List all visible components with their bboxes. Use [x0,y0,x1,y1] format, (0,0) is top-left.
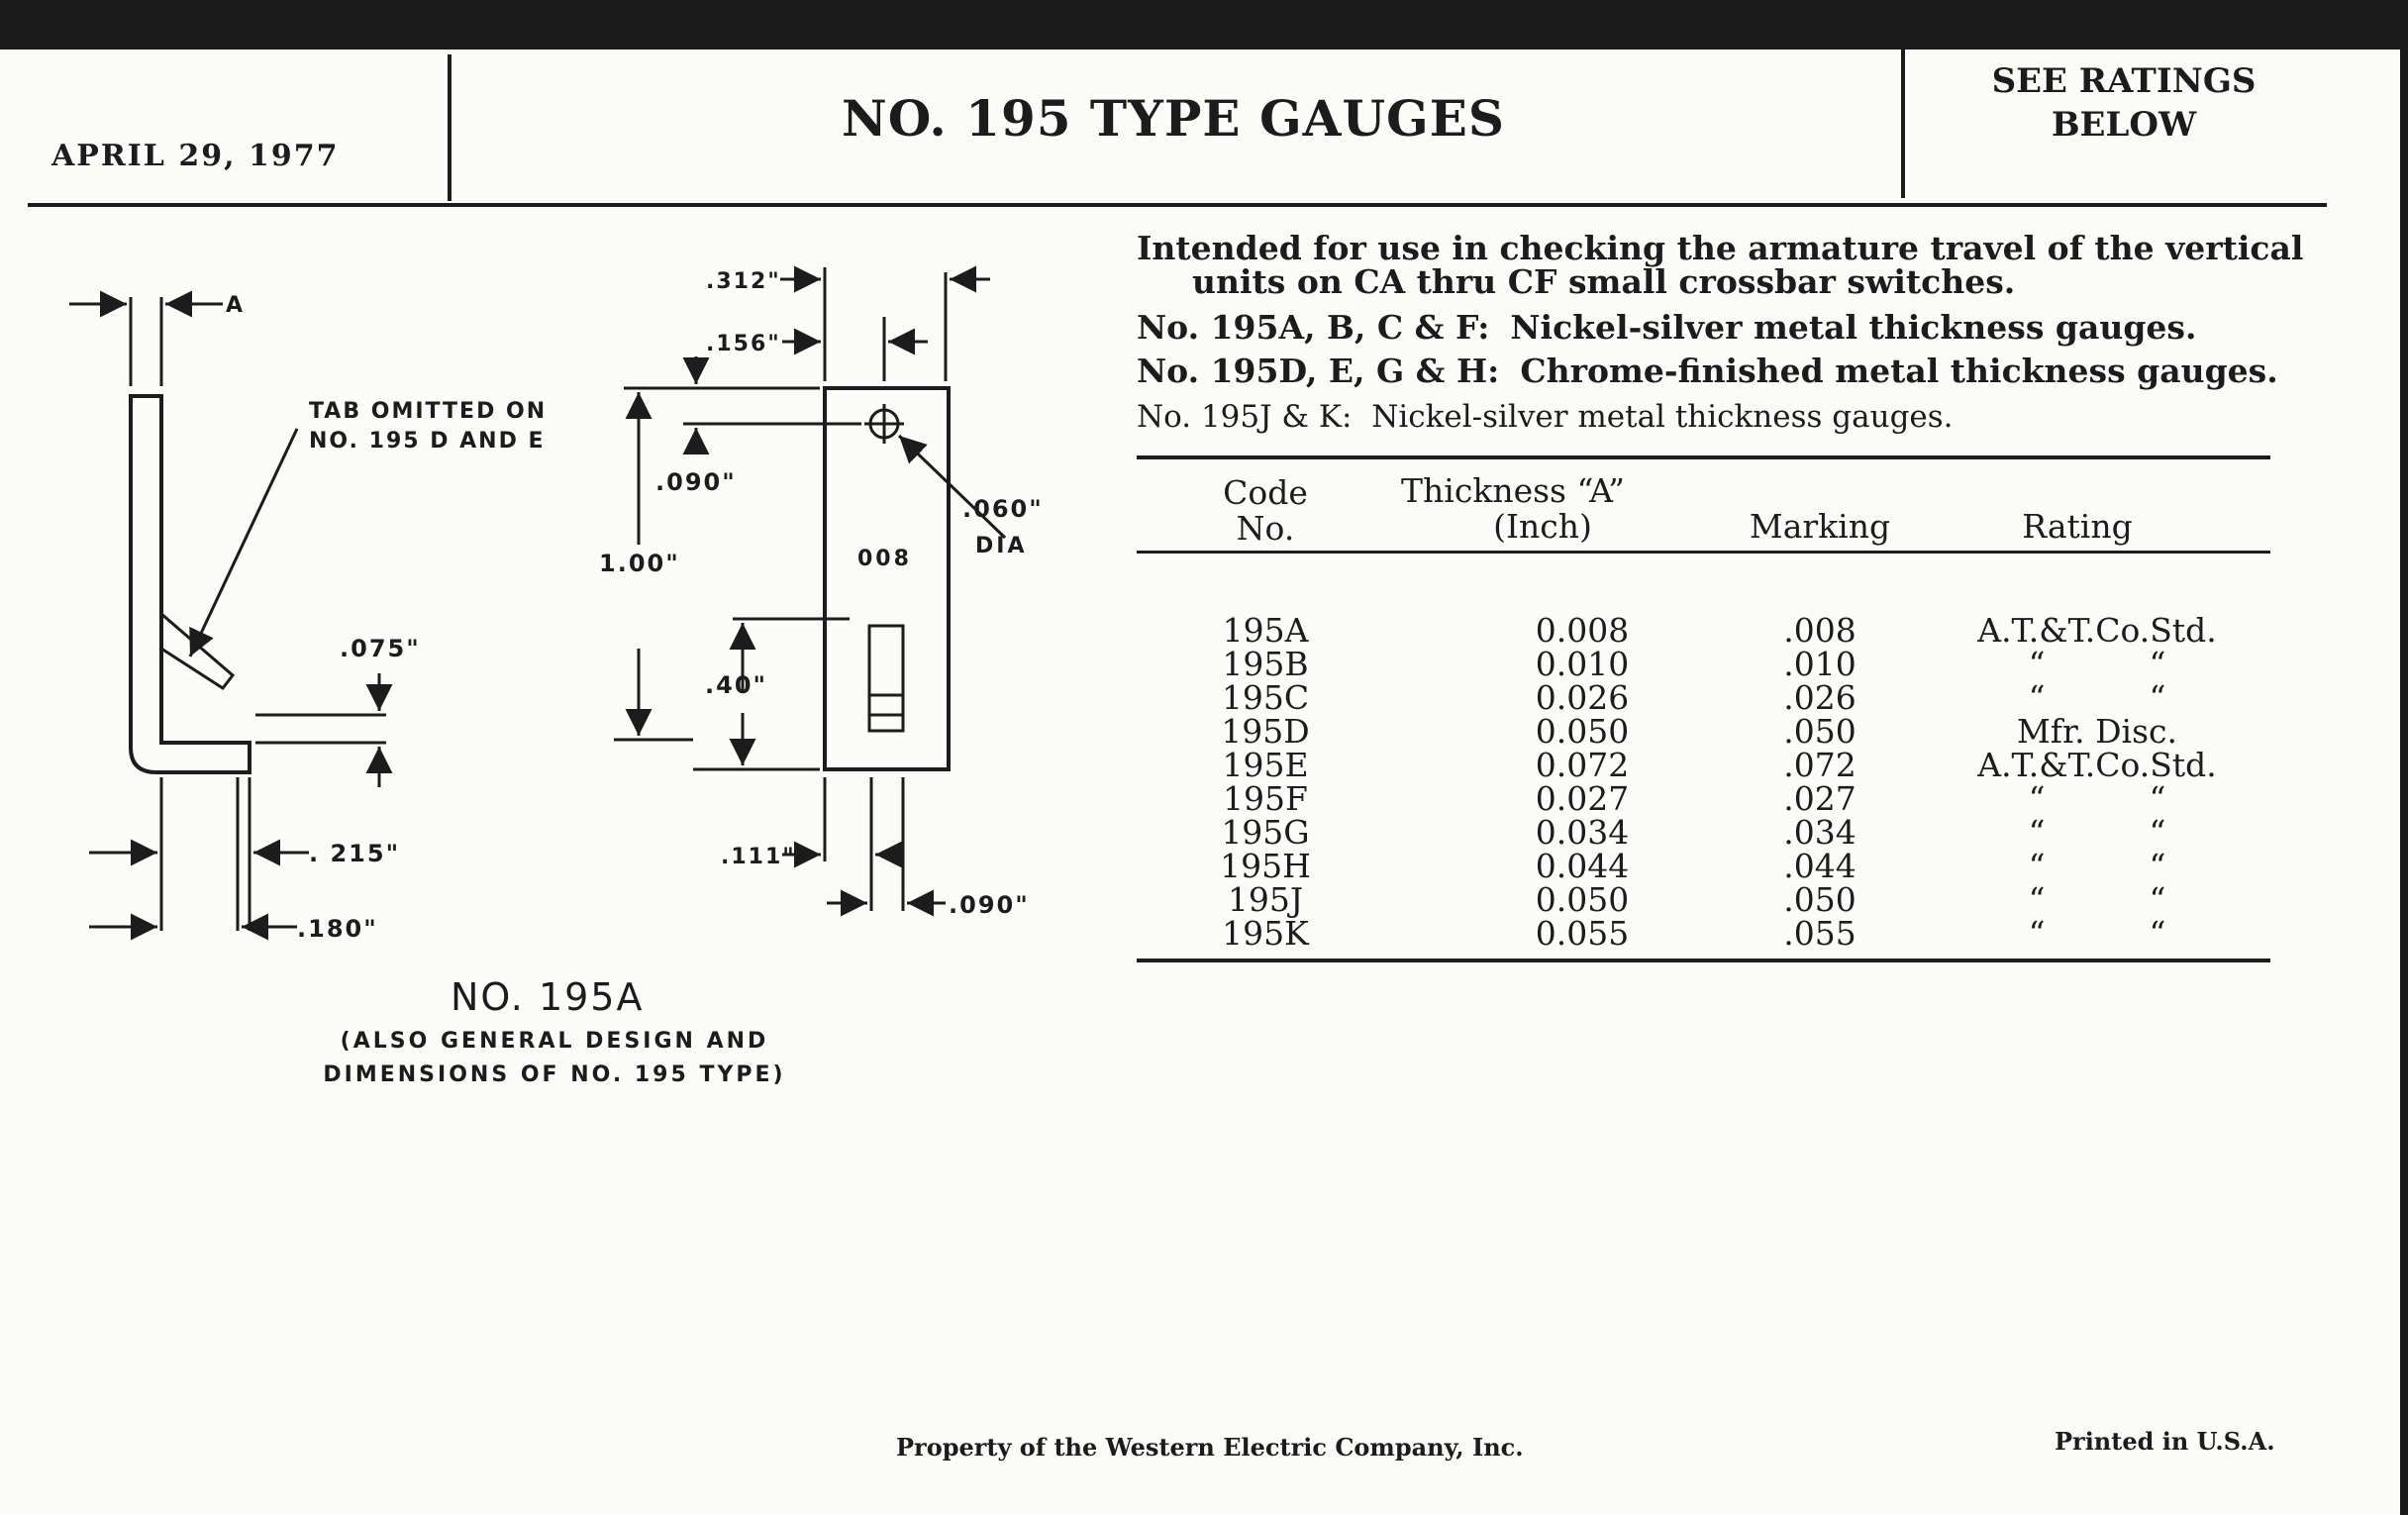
cell-code: 195F [1223,779,1308,818]
material-line [1137,307,2275,349]
cell-marking: .050 [1783,880,1856,919]
header-code-line1: Code [1223,473,1308,512]
table-row [1137,611,2270,650]
cell-rating: “ “ [2028,914,2166,953]
cell-code: 195K [1222,914,1309,953]
header-thickness [1384,473,1701,545]
cell-rating: “ “ [2028,880,2166,919]
figure-caption-line2: DIMENSIONS OF NO. 195 TYPE) [323,1062,786,1087]
table-row [1137,746,2270,784]
front-view-outline [825,388,949,769]
dim-060-label: .060" [962,495,1044,523]
page-title: NO. 195 TYPE GAUGES [842,89,1505,148]
tab-outline [161,614,233,688]
material-text: Nickel-silver metal thickness gauges. [1510,308,2197,347]
dim-111-label: .111" [721,845,796,869]
cell-thickness: 0.044 [1535,847,1630,885]
dim-a-label: A [226,293,244,318]
material-codes: No. 195A, B, C & F: [1137,308,1490,347]
header-thickness-line1: Thickness “A” [1401,471,1625,510]
table-row [1137,914,2270,953]
dim-090-top-label: .090" [655,468,737,496]
table-row [1137,645,2270,683]
cell-marking: .034 [1783,813,1856,852]
table-row [1137,847,2270,885]
cell-rating: “ “ [2028,813,2166,852]
cell-thickness: 0.008 [1535,611,1630,650]
tab-note-line2: NO. 195 D AND E [309,429,546,454]
cell-thickness: 0.055 [1535,914,1630,953]
cell-thickness: 0.050 [1535,712,1630,751]
cell-thickness: 0.050 [1535,880,1630,919]
cell-rating: A.T.&T.Co.Std. [1977,611,2217,650]
dim-075-label: .075" [340,635,421,662]
cell-thickness: 0.026 [1535,678,1630,717]
table-bottom-rule [1137,959,2270,962]
cell-code: 195C [1221,678,1310,717]
dim-156-label: .156" [706,332,781,356]
material-codes: No. 195J & K: [1137,399,1353,435]
cell-code: 195B [1222,645,1309,683]
table-row [1137,880,2270,919]
table-header-rule [1137,551,2270,554]
material-text: Nickel-silver metal thickness gauges. [1371,399,1954,435]
dim-215-label: . 215" [309,840,401,867]
header-divider-right [1901,50,1905,198]
cell-thickness: 0.010 [1535,645,1630,683]
cell-rating: “ “ [2028,847,2166,885]
intro-line-1: Intended for use in checking the armature travel of the vertical [1137,229,2304,267]
gauge-drawing [0,50,1109,1040]
table-row [1137,678,2270,717]
cell-code: 195H [1220,847,1311,885]
printed-notice: Printed in U.S.A. [2055,1427,2275,1456]
table-row [1137,779,2270,818]
cell-rating: “ “ [2028,645,2166,683]
intro-line-2: units on CA thru CF small crossbar switches. [1192,262,2016,301]
dim-312-label: .312" [706,269,781,294]
material-codes: No. 195D, E, G & H: [1137,352,1500,390]
header-thickness-line2: (Inch) [1493,507,1592,546]
cell-marking: .010 [1783,645,1856,683]
cell-marking: .055 [1783,914,1856,953]
cell-marking: .008 [1783,611,1856,650]
gauge-marking: 008 [857,547,912,571]
table-row [1137,712,2270,751]
side-view-outline [131,396,250,772]
cell-thickness: 0.027 [1535,779,1630,818]
cell-rating: “ “ [2028,678,2166,717]
ratings-note [1906,59,2342,147]
cell-code: 195G [1221,813,1310,852]
dim-090-bottom-label: .090" [949,891,1030,919]
cell-code: 195E [1222,746,1309,784]
cell-marking: .027 [1783,779,1856,818]
cell-marking: .050 [1783,712,1856,751]
dim-dia-label: DIA [975,534,1028,558]
cell-rating: Mfr. Disc. [2016,712,2178,751]
header-rating: Rating [2022,507,2133,546]
header-code-line2: No. [1236,509,1295,548]
cell-marking: .026 [1783,678,1856,717]
cell-marking: .044 [1783,847,1856,885]
tab-note-line1: TAB OMITTED ON [309,399,548,424]
document-card [0,50,2400,1515]
issue-date: APRIL 29, 1977 [51,139,340,173]
material-text: Chrome-finished metal thickness gauges. [1520,352,2278,390]
cell-code: 195D [1221,712,1310,751]
figure-title: NO. 195A [451,975,645,1019]
cell-rating: “ “ [2028,779,2166,818]
figure-caption [322,1025,787,1092]
material-line [1137,351,2278,392]
header-marking: Marking [1749,507,1891,546]
table-top-rule [1137,455,2270,459]
cell-marking: .072 [1783,746,1856,784]
material-line [1137,396,2275,438]
table-row [1137,813,2270,852]
ratings-note-line1: SEE RATINGS [1991,61,2257,101]
cell-rating: A.T.&T.Co.Std. [1977,746,2217,784]
cell-code: 195A [1222,611,1309,650]
cell-code: 195J [1227,880,1304,919]
description [1137,228,2304,438]
header-code [1186,475,1345,547]
cell-thickness: 0.072 [1535,746,1630,784]
dim-100-label: 1.00" [599,550,680,577]
figure-caption-line1: (ALSO GENERAL DESIGN AND [340,1029,769,1054]
ratings-note-line2: BELOW [2051,105,2197,145]
dim-40-label: .40" [705,671,768,699]
property-notice: Property of the Western Electric Company, Inc. [896,1433,1524,1462]
cell-thickness: 0.034 [1535,813,1630,852]
dim-180-label: .180" [297,915,378,943]
